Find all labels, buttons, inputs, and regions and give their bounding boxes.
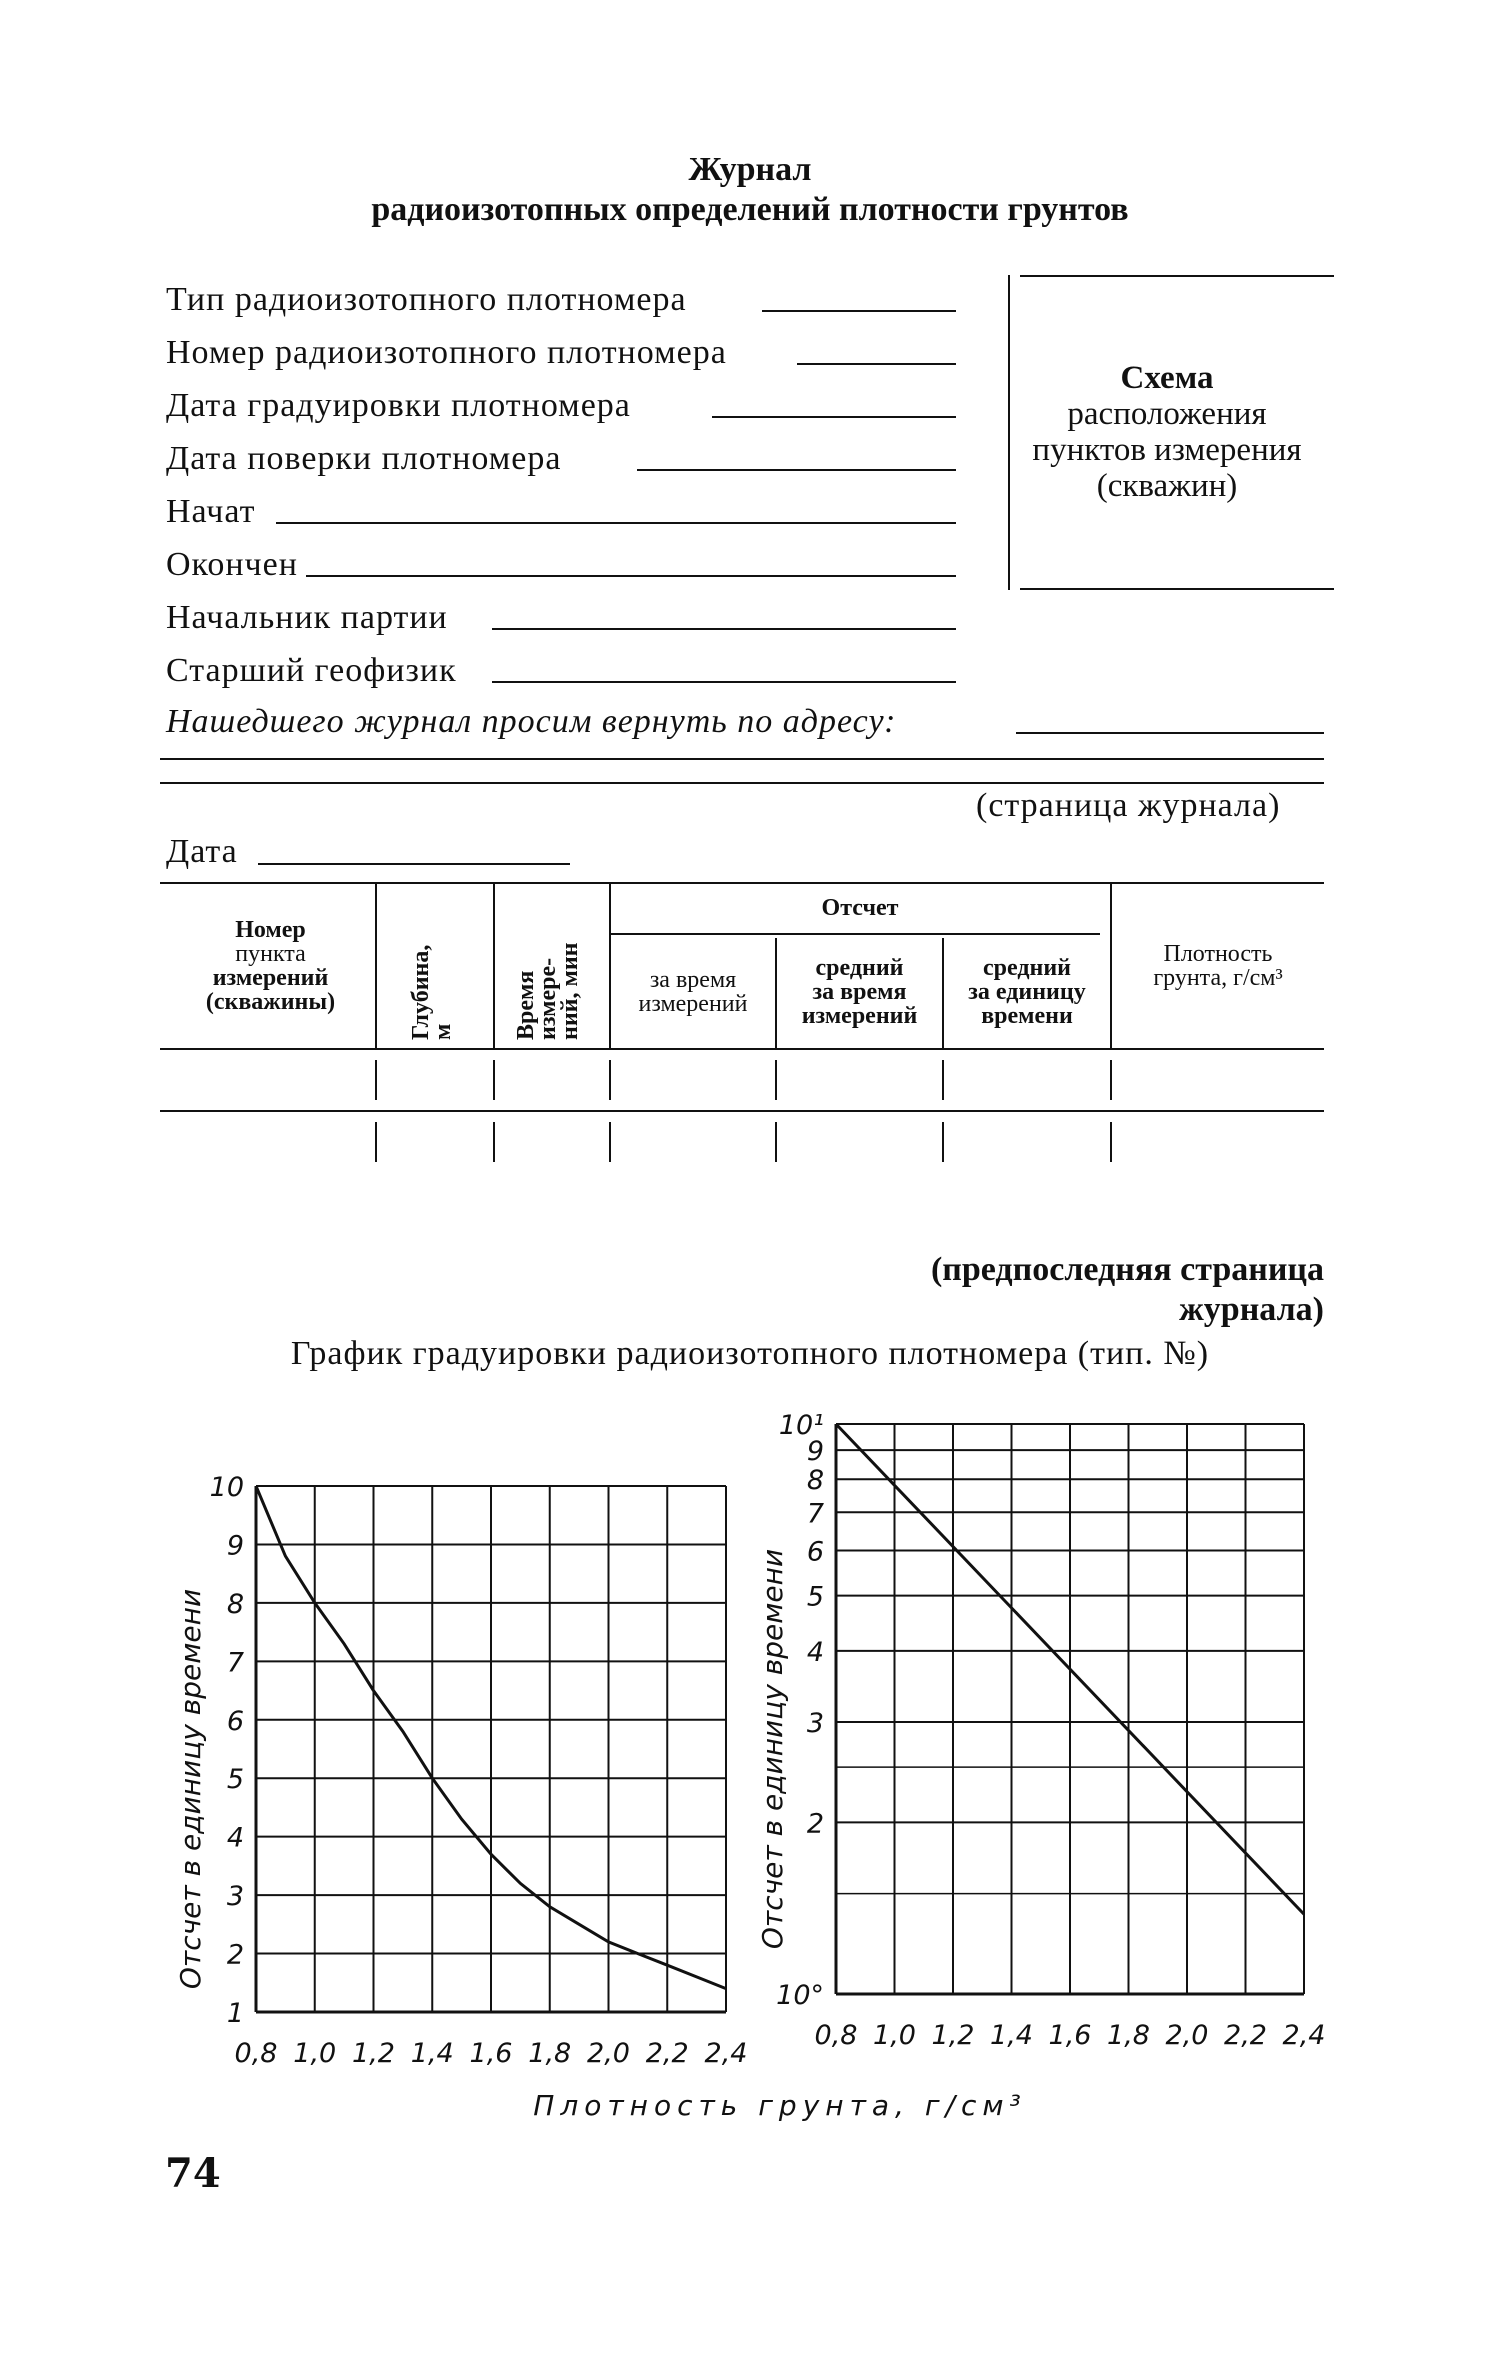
col-header-depth-line2: м [430,1023,456,1040]
col-header-avg-time-line2: за время [812,979,907,1005]
chart2-y-tick-label: 7 [806,1498,824,1530]
chart1-y-axis-label: Отсчет в единицу времени [174,1588,207,1990]
chart1-y-tick-label: 2 [226,1939,244,1971]
graph-title: График градуировки радиоизотопного плотномера (тип. №) [290,1335,1210,1372]
col-header-depth-line1: Глубина, [408,944,434,1040]
chart1-y-tick-label: 8 [226,1588,244,1620]
field-verification-date: Дата поверки плотномера [166,440,562,477]
chart2-x-tick-label: 1,6 [1048,2020,1092,2051]
penultimate-caption-line1: (предпоследняя страница [930,1251,1324,1288]
journal-page-caption: (страница журнала) [976,787,1281,824]
field-started: Начат [166,493,256,530]
col-header-density-line2: грунта, г/см³ [1153,965,1283,991]
chart2-y-tick-label: 9 [806,1436,824,1468]
return-note: Нашедшего журнал просим вернуть по адресу: [166,703,897,740]
col-header-count-group: Отсчет [821,895,899,921]
schema-caption-line4: (скважин) [1096,468,1238,504]
chart2-y-tick-label: 8 [806,1465,824,1497]
schema-caption-line3: пунктов измерения [1032,432,1302,468]
penultimate-caption-line2: журнала) [1179,1291,1324,1328]
chart1-y-tick-label: 3 [226,1881,244,1913]
col-header-avg-unit-line1: средний [983,955,1071,981]
schema-caption-line2: расположения [1067,396,1267,432]
chart1-x-tick-label: 1,0 [293,2038,337,2069]
chart1-x-tick-label: 1,6 [469,2038,513,2069]
chart1-x-tick-label: 1,2 [352,2038,395,2069]
chart2-y-tick-label: 4 [806,1636,824,1668]
col-header-time-line1: Время [513,970,539,1040]
chart1-y-tick-label: 6 [226,1705,244,1737]
chart2-x-tick-label: 2,2 [1224,2020,1267,2051]
col-header-point-line2: пункта [235,941,306,967]
chart1-y-tick-label: 7 [226,1647,244,1679]
col-header-avg-unit-line2: за единицу [968,979,1086,1005]
chart2-x-tick-label: 1,4 [990,2020,1033,2051]
col-header-count-time-line2: измерений [638,991,748,1017]
chart2-y-tick-label: 10° [776,1980,824,2011]
chart2-x-tick-label: 1,0 [873,2020,916,2051]
chart2-y-tick-label: 6 [806,1536,824,1568]
page-number: 74 [165,2150,221,2197]
col-header-density-line1: Плотность [1163,941,1273,967]
chart1-x-tick-label: 2,4 [704,2038,748,2069]
col-header-avg-time-line3: измерений [801,1003,918,1029]
date-label: Дата [166,833,238,870]
journal-title: Журнал [688,151,812,188]
chart1-y-tick-label: 5 [226,1764,244,1796]
field-senior-geophysicist: Старший геофизик [166,652,457,689]
chart1-x-tick-label: 1,8 [528,2038,572,2069]
chart2-y-tick-label: 10¹ [778,1410,824,1441]
chart1-y-tick-label: 10 [209,1472,244,1503]
schema-caption-line1: Схема [1120,360,1214,396]
shared-x-axis-label: Плотность грунта, г/см³ [533,2089,1027,2122]
field-densimeter-number: Номер радиоизотопного плотномера [166,334,727,371]
chart1-y-tick-label: 4 [226,1822,244,1854]
chart1-x-tick-label: 0,8 [234,2038,278,2069]
col-header-point-line4: (скважины) [205,989,336,1015]
col-header-avg-unit-line3: времени [981,1003,1073,1029]
chart2-x-tick-label: 1,8 [1107,2020,1150,2051]
chart2-y-tick-label: 3 [806,1708,824,1740]
journal-subtitle: радиоизотопных определений плотности грунтов [371,191,1129,228]
chart2-x-tick-label: 0,8 [814,2020,858,2051]
chart1-y-tick-label: 1 [226,1998,244,2029]
chart2-y-tick-label: 5 [806,1581,824,1613]
col-header-count-time-line1: за время [649,967,737,993]
chart1-x-tick-label: 2,2 [645,2038,689,2069]
col-header-point-line3: измерений [212,965,329,991]
chart1-x-tick-label: 1,4 [410,2038,454,2069]
field-party-chief: Начальник партии [166,599,448,636]
col-header-time-line3: ний, мин [557,942,583,1040]
col-header-time-line2: измере- [535,957,561,1040]
chart2-x-tick-label: 1,2 [931,2020,975,2051]
chart2-y-axis-label: Отсчет в единицу времени [756,1548,789,1950]
chart2-x-tick-label: 2,4 [1282,2020,1326,2051]
chart2-y-tick-label: 2 [806,1808,824,1840]
field-calibration-date: Дата градуировки плотномера [166,387,631,424]
chart2-x-tick-label: 2,0 [1165,2020,1209,2051]
field-finished: Окончен [166,546,298,583]
col-header-avg-time-line1: средний [815,955,904,981]
chart1-y-tick-label: 9 [226,1530,244,1562]
field-densimeter-type: Тип радиоизотопного плотномера [166,281,687,318]
chart1-x-tick-label: 2,0 [587,2038,630,2069]
col-header-point-line1: Номер [235,917,306,943]
